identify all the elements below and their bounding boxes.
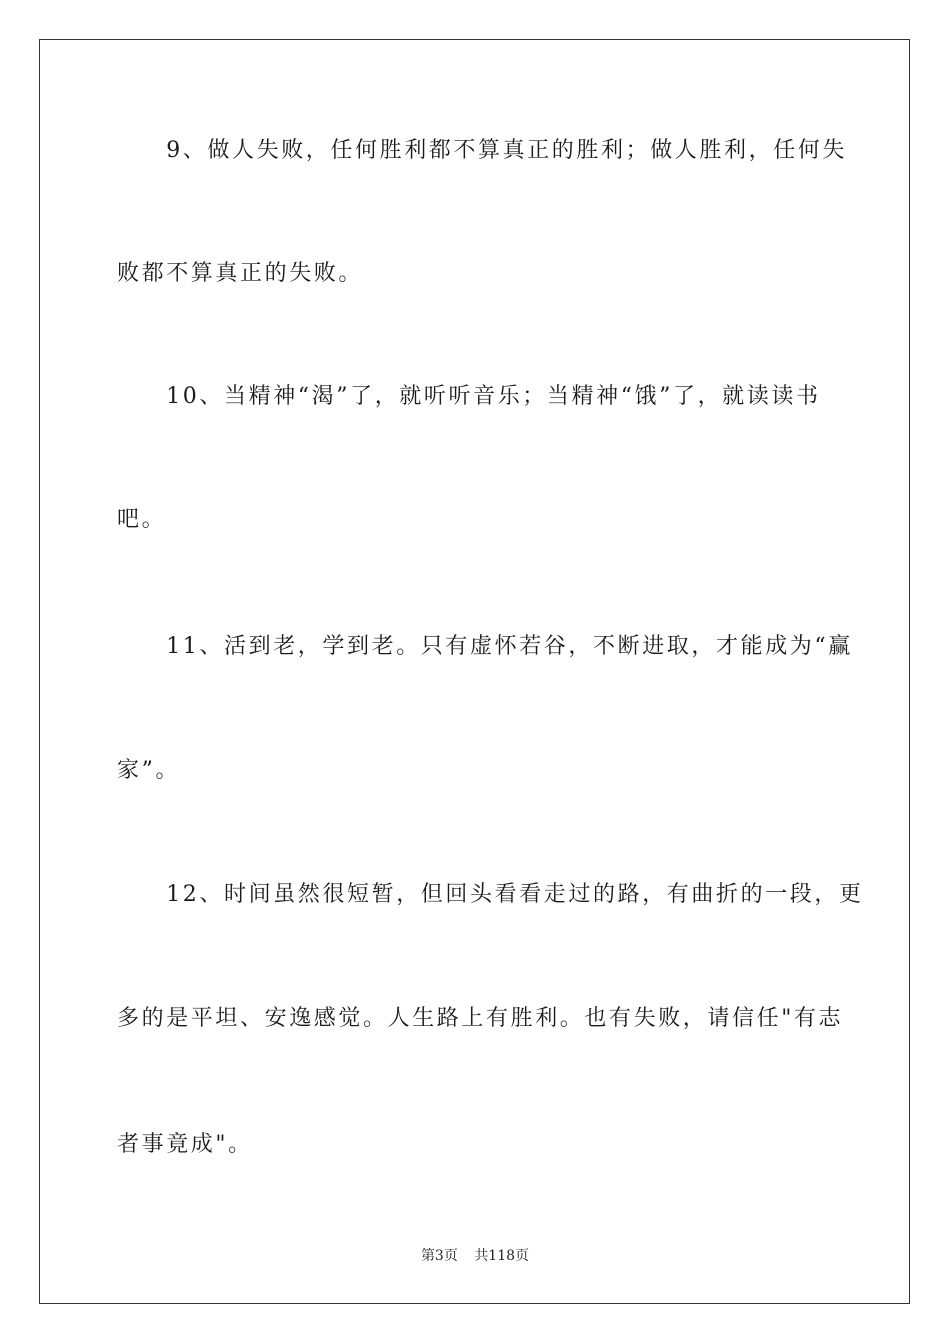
paragraph-9-line-2: 败都不算真正的失败。 — [117, 261, 364, 286]
page-footer — [0, 1246, 950, 1266]
paragraph-10-line-1: 10、当精神“渴”了，就听听音乐；当精神“饿”了，就读读书 — [117, 384, 821, 409]
paragraph-12-line-3: 者事竟成"。 — [117, 1132, 253, 1157]
paragraph-12-line-1: 12、时间虽然很短暂，但回头看看走过的路，有曲折的一段，更 — [117, 882, 864, 907]
paragraph-11-line-2: 家”。 — [117, 758, 181, 783]
paragraph-12-line-2: 多的是平坦、安逸感觉。人生路上有胜利。也有失败，请信任"有志 — [117, 1006, 844, 1031]
page-border — [39, 39, 910, 1304]
total-pages: 共118页 — [474, 1248, 530, 1264]
paragraph-10-line-2: 吧。 — [117, 507, 167, 532]
page-number: 第3页 — [420, 1248, 458, 1264]
paragraph-11-line-1: 11、活到老，学到老。只有虚怀若谷，不断进取，才能成为“赢 — [117, 634, 853, 659]
paragraph-9-line-1: 9、做人失败，任何胜利都不算真正的胜利；做人胜利，任何失 — [117, 138, 847, 163]
